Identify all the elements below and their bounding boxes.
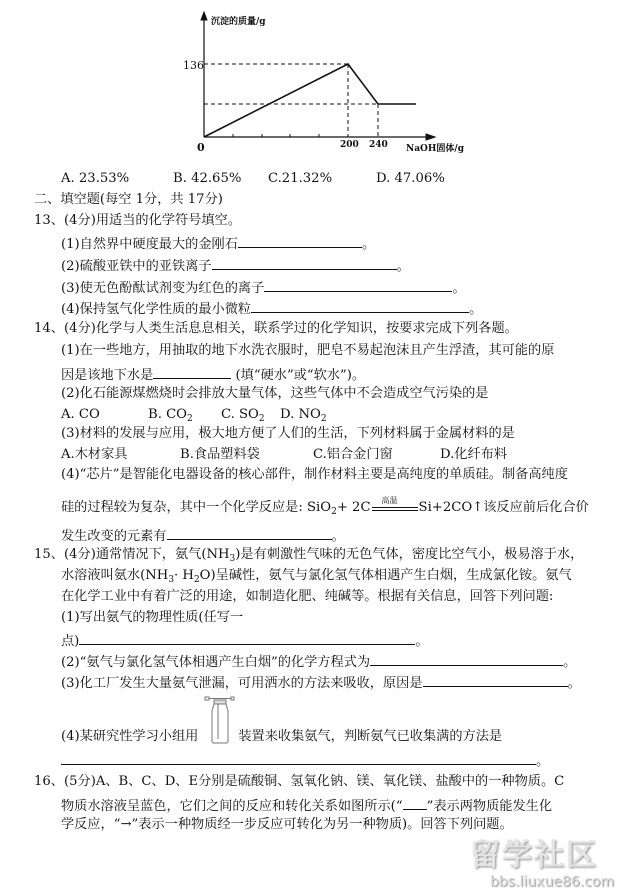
q14-p2: (2)化石能源煤燃烧时会排放大量气体，这些气体中不会造成空气污染的是: [61, 386, 489, 401]
answer-blank[interactable]: [370, 651, 563, 666]
q14-p3-option-d: D.化纤布料: [440, 447, 508, 462]
q15-line2: 水溶液叫氨水$(NH_3\cdot H_2O)$呈碱性，氨气与氯化氢气体相遇产生白烟，生成氯化铵。氨气: [61, 568, 572, 585]
chart-origin: 0: [197, 141, 205, 154]
q15-p2: (2)“氨气与氯化氢气体相遇产生白烟”的化学方程式为 。: [61, 651, 576, 672]
q16-line3: 学反应，“→”表示一种物质经一步反应可转化为另一种物质)。回答下列问题。: [61, 817, 513, 832]
q15-line1: 15、(4分)通常情况下，氨气$(NH_3)$是有刺激性气味的无色气体，密度比空气小，极易溶于水，: [34, 547, 584, 564]
chart-xtick-200: 200: [340, 140, 359, 150]
q14-p2-option-b: B. $CO_2$: [148, 407, 193, 424]
q13-stem: 13、(4分)用适当的化学符号填空。: [34, 213, 241, 228]
q14-p2-option-a: A. CO: [61, 407, 100, 422]
q15-p4: (4)某研究性学习小组用 装置来收集氨气，判断氨气已收集满的方法是: [61, 729, 503, 744]
q14-p4-line1: (4)“芯片”是智能化电器设备的核心部件，制作材料主要是高纯度的单质硅。制备高纯度: [61, 467, 568, 482]
reaction-line-symbol: [403, 795, 427, 810]
chart-xtick-240: 240: [369, 140, 388, 150]
section-title: 二、填空题(每空 1分，共 17分): [34, 192, 223, 207]
answer-blank[interactable]: [251, 298, 469, 313]
answer-blank[interactable]: [153, 364, 231, 379]
q15-p4-answer: 。: [61, 750, 549, 771]
q13-item-4: (4)保持氢气化学性质的最小微粒 。: [61, 298, 482, 319]
answer-blank[interactable]: [423, 672, 568, 687]
q12-option-b: B. 42.65%: [173, 171, 242, 186]
answer-blank[interactable]: [212, 255, 397, 270]
q14-p4-line2: 硅的过程较为复杂，其中一个化学反应是: SiO$_2$+ 2C 高温 Si+2CO↑该反应前后化合价: [61, 495, 589, 517]
answer-blank[interactable]: [238, 233, 362, 248]
q16-line2: 物质水溶液呈蓝色，它们之间的反应和转化关系如图所示(“ ”表示两物质能发生化: [61, 795, 552, 816]
q14-p3-option-c: C.铝合金门窗: [313, 447, 393, 462]
q15-p3: (3)化工厂发生大量氨气泄漏，可用洒水的方法来吸收，原因是 。: [61, 672, 581, 693]
reaction-condition-equals: 高温: [372, 501, 418, 515]
q14-p2-option-c: C. $SO_2$: [221, 407, 265, 424]
q15-p1-a: (1)写出氨气的物理性质(任写一: [61, 610, 244, 625]
answer-blank[interactable]: [61, 750, 536, 765]
q12-option-a: A. 23.53%: [61, 171, 130, 186]
answer-blank[interactable]: [79, 630, 415, 645]
q14-stem: 14、(4分)化学与人类生活息息相关，联系学过的化学知识，按要求完成下列各题。: [34, 321, 518, 336]
answer-blank[interactable]: [264, 277, 452, 292]
q14-p3-option-a: A.木材家具: [61, 447, 128, 462]
q15-line3: 在化学工业中有着广泛的用途，如制造化肥、纯碱等。根据有关信息，回答下列问题:: [61, 589, 554, 604]
q12-option-d: D. 47.06%: [376, 171, 445, 186]
q12-option-c: C.21.32%: [268, 171, 333, 186]
q14-p2-option-d: D. $NO_2$: [280, 407, 327, 424]
q14-p4-line3: 发生改变的元素有 。: [61, 525, 345, 546]
q14-p1-line2: 因是该地下水是 (填“硬水”或“软水”)。: [61, 364, 365, 385]
watermark: 留学社区 bbs.liuxue86.com: [470, 838, 615, 890]
answer-blank[interactable]: [167, 525, 332, 540]
q14-p1-line1: (1)在一些地方，用抽取的地下水洗衣服时，肥皂不易起泡沫且产生浮渣，其可能的原: [61, 343, 555, 358]
q13-item-1: (1)自然界中硬度最大的金刚石 。: [61, 233, 375, 254]
q14-p3: (3)材料的发展与应用，极大地方便了人们的生活，下列材料属于金属材料的是: [61, 426, 515, 441]
chart-ylabel: 沉淀的质量/g: [211, 17, 266, 27]
q13-item-2: (2)硫酸亚铁中的亚铁离子 。: [61, 255, 410, 276]
q13-item-3: (3)使无色酚酞试剂变为红色的离子 。: [61, 277, 466, 298]
chart-xlabel: NaOH固体/g: [406, 144, 464, 154]
chart-ytick-136: 136: [183, 59, 204, 72]
q15-p1-b: 点) 。: [61, 630, 429, 651]
q14-p3-option-b: B.食品塑料袋: [180, 447, 260, 462]
q16-line1: 16、(5分)A、B、C、D、E分别是硫酸铜、氢氧化钠、镁、氧化镁、盐酸中的一种物质。C: [34, 774, 565, 789]
